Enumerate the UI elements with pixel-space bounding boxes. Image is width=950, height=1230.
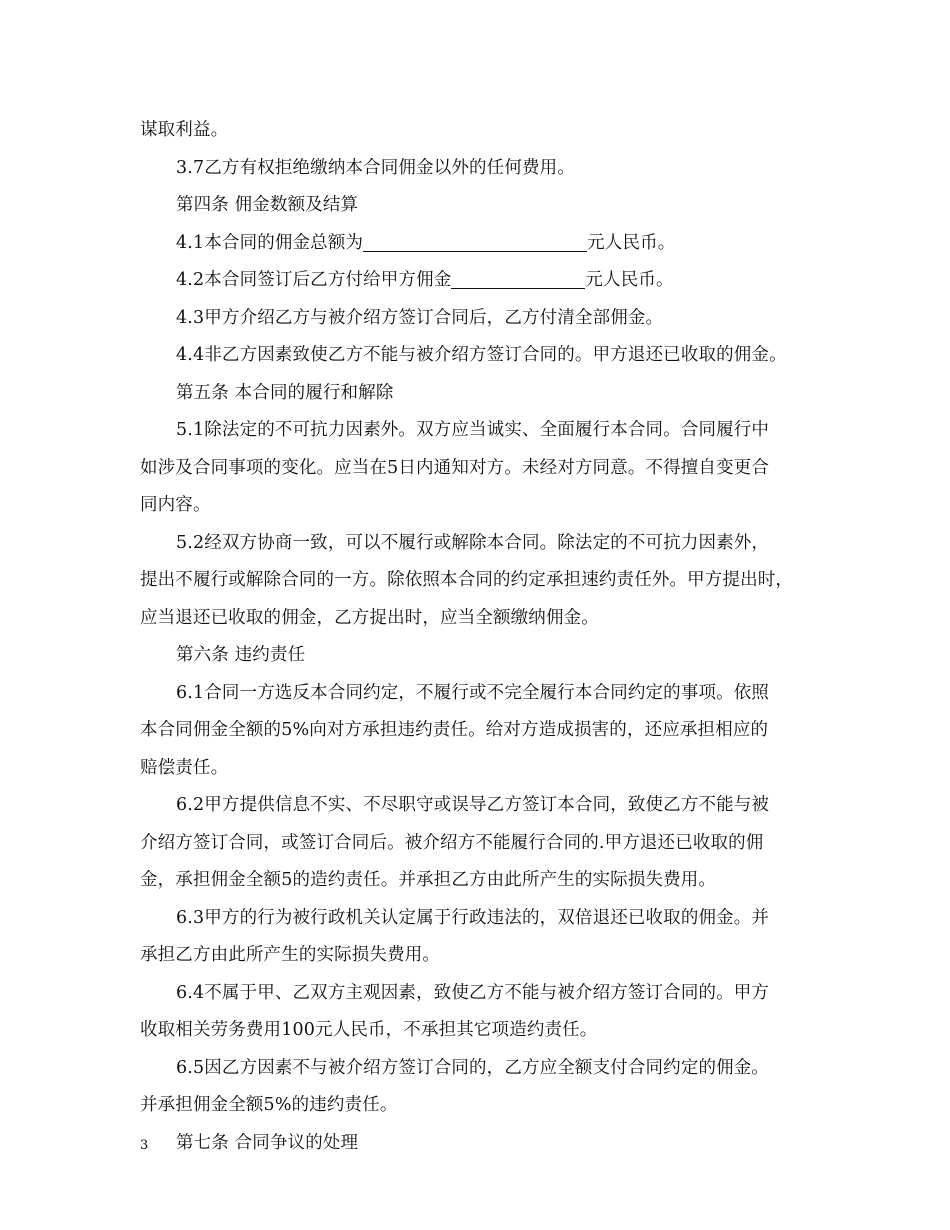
commission-payment-blank [451,268,585,289]
clause-6-4-line-1: 6.4不属于甲、乙双方主观因素，致使乙方不能与被介绍方签订合同的。甲方 [176,982,770,1003]
clause-5-1-line-3: 同内容。 [140,495,211,515]
clause-5-1-line-1: 5.1除法定的不可抗力因素外。双方应当诚实、全面履行本合同。合同履行中 [176,420,770,440]
commission-total-blank [363,231,587,252]
clause-6-2-line-3: 金，承担佣金全额5的造约责任。并承担乙方由此所产生的实际损失费用。 [140,870,717,890]
clause-5-2-line-2: 提出不履行或解除合同的一方。除依照本合同的约定承担速约责任外。甲方提出时， [140,570,794,590]
clause-4-1-text: 4.1本合同的佣金总额为 [176,232,364,253]
currency-suffix: 元人民币。 [587,232,676,253]
clause-6-3-line-1: 6.3甲方的行为被行政机关认定属于行政违法的，双倍退还已收取的佣金。并 [176,907,770,928]
clause-4-1 [140,225,820,263]
clause-4-3: 4.3甲方介绍乙方与被介绍方签订合同后，乙方付清全部佣金。 [176,307,664,328]
clause-6-4-line-2: 收取相关劳务费用100元人民币，不承担其它项造约责任。 [140,1020,598,1040]
page-number: 3 [140,1138,149,1153]
article-4-heading: 第四条 佣金数额及结算 [176,195,359,215]
clause-6-1-line-2: 本合同佣金全额的5%向对方承担违约责任。给对方造成损害的，还应承担相应的 [140,720,769,740]
paragraph-line: 谋取利益。 [140,120,229,140]
article-7-heading: 第七条 合同争议的处理 [176,1132,359,1153]
currency-suffix: 元人民币。 [585,270,674,290]
clause-4-2-text: 4.2本合同签订后乙方付给甲方佣金 [176,270,452,290]
clause-5-2-line-3: 应当退还已收取的佣金，乙方捉出时，应当全额缴纳佣金。 [140,607,599,628]
clause-6-1-line-3: 赔偿责任。 [140,757,229,778]
clause-5-2-line-1: 5.2经双方协商一致，可以不履行或解除本合同。除法定的不可抗力因素外， [176,532,770,553]
article-6-heading: 第六条 违约责任 [176,645,306,665]
article-5-heading: 第五条 本合同的履行和解除 [176,382,394,403]
clause-4-4: 4.4非乙方因素致使乙方不能与被介绍方签订合同的。甲方退还已收取的佣金。 [176,345,787,365]
clause-5-1-line-2: 如涉及合同事项的变化。应当在5日内通知对方。未经对方同意。不得擅自变更合 [140,457,770,478]
clause-6-5-line-1: 6.5因乙方因素不与被介绍方签订合同的，乙方应全额支付合同约定的佣金。 [176,1057,770,1078]
clause-3-7: 3.7乙方有权拒绝缴纳本合同佣金以外的任何费用。 [176,157,575,178]
clause-6-2-line-1: 6.2甲方提供信息不实、不尽职守或误导乙方签订本合同，致使乙方不能与被 [176,795,770,815]
document-body [140,112,820,1162]
clause-6-1-line-1: 6.1合同一方选反本合同约定，不履行或不完全履行本合同约定的事项。依照 [176,682,770,703]
clause-6-2-line-2: 介绍方签订合同，或签订合同后。被介绍方不能履行合同的.甲方退还已收取的佣 [140,832,764,853]
clause-4-2 [140,262,820,300]
clause-6-3-line-2: 承担乙方由此所产生的实际损失费用。 [140,945,441,965]
clause-6-5-line-2: 并承担佣金全额5%的违约责任。 [140,1095,398,1115]
